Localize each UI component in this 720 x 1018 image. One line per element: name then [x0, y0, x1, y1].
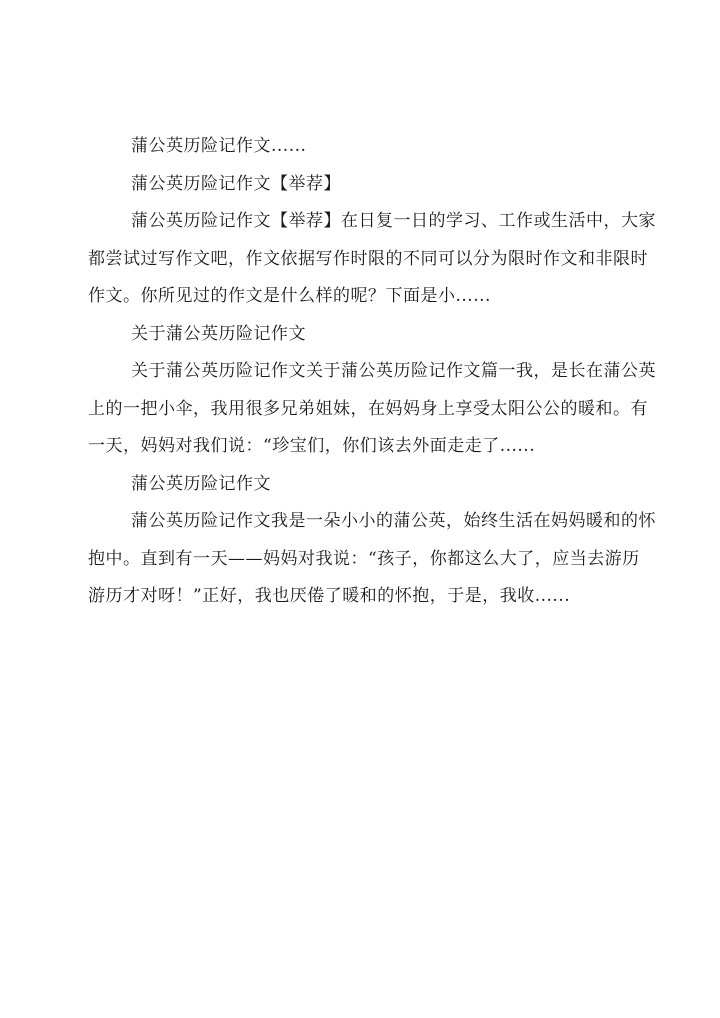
- snippet-title-1: 蒲公英历险记作文......: [131, 136, 307, 156]
- paragraph-line: 作文。你所见过的作文是什么样的呢？下面是小......: [88, 286, 491, 306]
- paragraph-line: 抱中。直到有一天——妈妈对我说：“孩子，你都这么大了，应当去游历: [88, 548, 640, 569]
- paragraph-line: 关于蒲公英历险记作文关于蒲公英历险记作文篇一我，是长在蒲公英: [131, 361, 656, 381]
- paragraph-line: 蒲公英历险记作文【举荐】在日复一日的学习、工作或生活中，大家: [131, 211, 656, 231]
- snippet-title-2: 蒲公英历险记作文【举荐】: [131, 173, 341, 194]
- snippet-paragraph-2: [88, 353, 656, 466]
- paragraph-line: 上的一把小伞，我用很多兄弟姐妹，在妈妈身上享受太阳公公的暖和。有: [88, 398, 648, 419]
- paragraph-line: 游历才对呀！”正好，我也厌倦了暖和的怀抱，于是，我收......: [88, 586, 571, 606]
- paragraph-line: 一天，妈妈对我们说：“珍宝们，你们该去外面走走了......: [88, 436, 536, 456]
- paragraph-line: 都尝试过写作文吧，作文依据写作时限的不同可以分为限时作文和非限时: [88, 248, 648, 269]
- snippet-title-4: 蒲公英历险记作文: [131, 473, 271, 494]
- snippet-paragraph-1: [88, 203, 656, 316]
- snippet-paragraph-3: [88, 503, 656, 616]
- paragraph-line: 蒲公英历险记作文我是一朵小小的蒲公英，始终生活在妈妈暖和的怀: [131, 511, 656, 531]
- snippet-title-3: 关于蒲公英历险记作文: [131, 323, 306, 344]
- document-body: [88, 128, 656, 616]
